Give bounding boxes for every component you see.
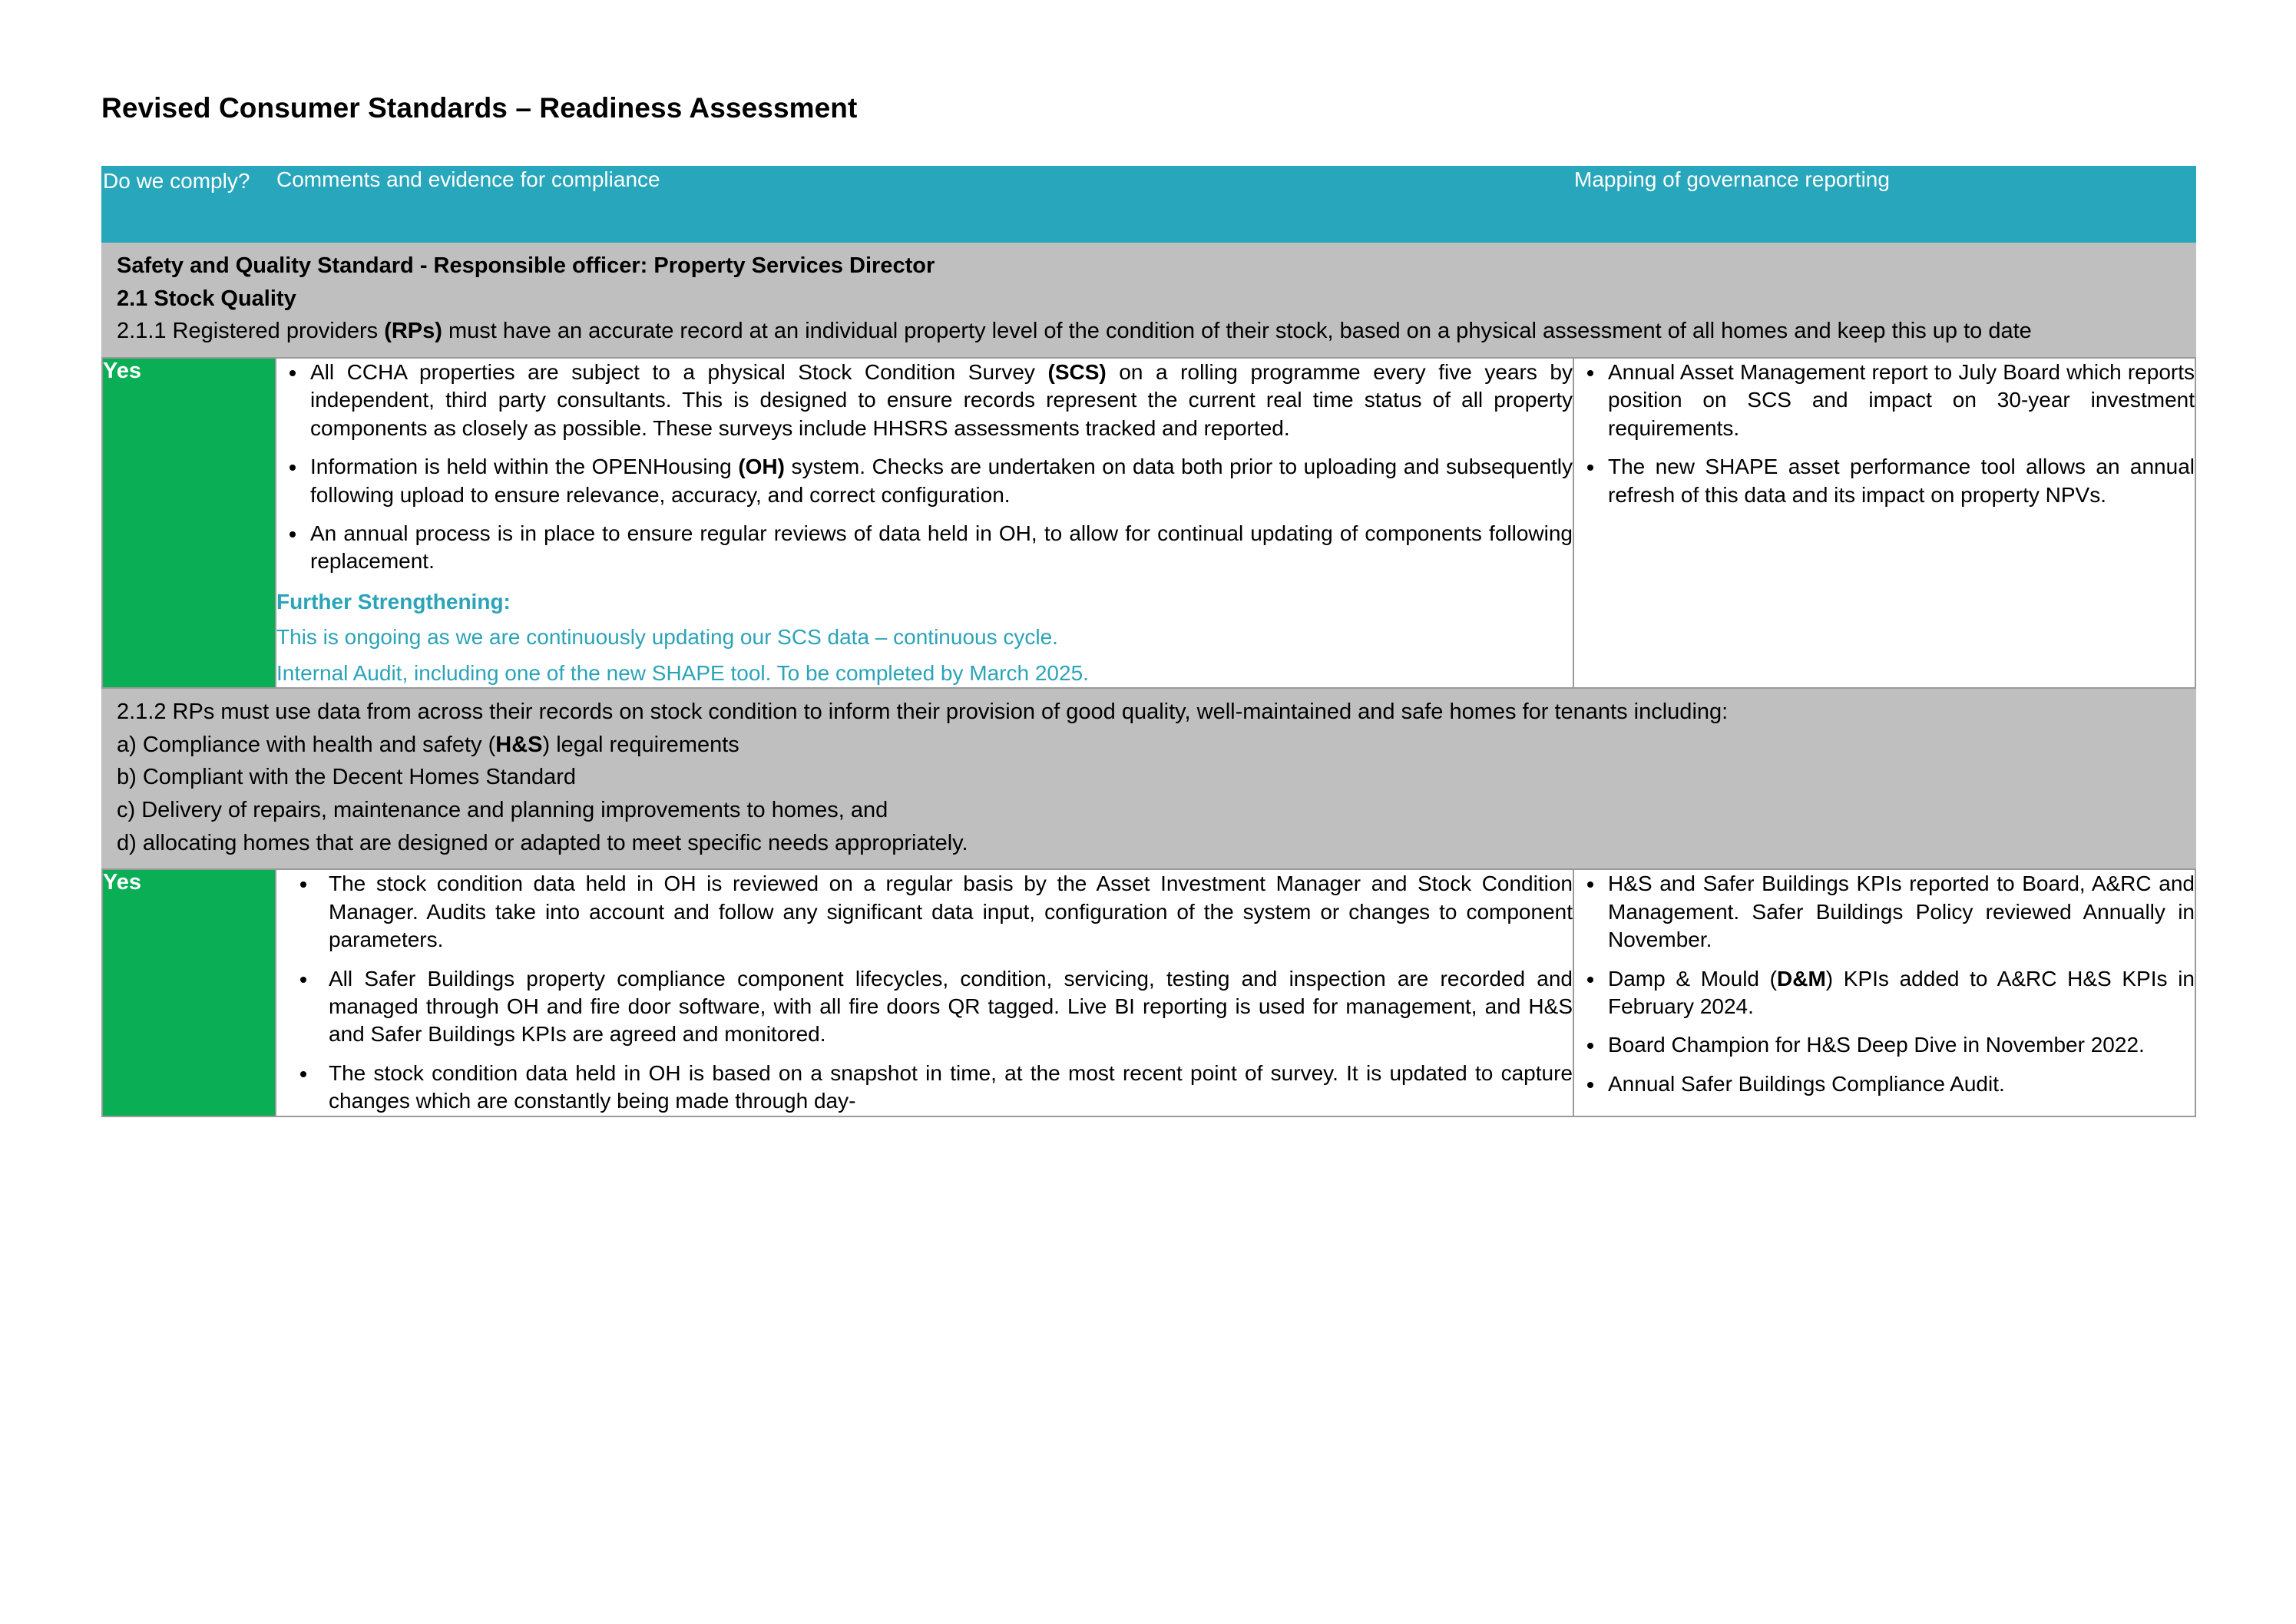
spec-line: b) Compliant with the Decent Homes Standard: [117, 765, 577, 790]
list-item: • All Safer Buildings property compliance component lifecycles, condition, servicing, testing and inspection are recorded and managed through OH and fire door software, with all fire doors QR tagged. Live BI reporting is used for management, and H&S and Safer Buildings KPIs are agreed and monitored.: [318, 965, 1573, 1049]
evidence-cell: [276, 869, 1573, 1116]
spec-line: c) Delivery of repairs, maintenance and planning improvements to homes, and: [117, 798, 888, 823]
list-item: • The new SHAPE asset performance tool allows an annual refresh of this data and its impact on property NPVs.: [1605, 453, 2195, 509]
list-item: • All CCHA properties are subject to a physical Stock Condition Survey (SCS) on a rolling programme every five years by independent, third party consultants. This is designed to ensure records represent the current real time status of all property components as closely as possible. These surveys include HHSRS assessments tracked and reported.: [307, 359, 1573, 442]
spec-line: Safety and Quality Standard - Responsible officer: Property Services Director: [117, 253, 935, 278]
readiness-assessment-table: [101, 166, 2196, 1117]
mapping-cell: [1573, 358, 2195, 688]
evidence-bullet-list-2: [276, 870, 1573, 1115]
answer-row: [102, 358, 2195, 688]
table-header-row: [102, 167, 2195, 242]
further-strengthening-lines-1: [276, 623, 1573, 687]
section-spec-cell: [102, 688, 2195, 869]
list-item: • H&S and Safer Buildings KPIs reported to Board, A&RC and Management. Safer Buildings Policy reviewed Annually in November.: [1605, 870, 2195, 954]
spec-line: a) Compliance with health and safety (H&S) legal requirements: [117, 732, 739, 757]
mapping-cell: [1573, 869, 2195, 1116]
list-item: • The stock condition data held in OH is reviewed on a regular basis by the Asset Investment Manager and Stock Condition Manager. Audits take into account and follow any significant data input, configuration of the system or changes to component parameters.: [318, 870, 1573, 954]
further-strengthening-line: This is ongoing as we are continuously updating our SCS data – continuous cycle.: [276, 625, 1058, 650]
list-item: • Annual Safer Buildings Compliance Audit.: [1605, 1070, 2195, 1098]
section-spec-row: [102, 688, 2195, 869]
mapping-bullet-list-2: [1574, 870, 2195, 1098]
page-title: Revised Consumer Standards – Readiness Assessment: [101, 92, 858, 124]
column-header-mapping-governance: Mapping of governance reporting: [1573, 167, 2195, 242]
list-item: • Annual Asset Management report to July Board which reports position on SCS and impact on 30-year investment requirements.: [1605, 359, 2195, 442]
spec-text-block-2: [103, 689, 2195, 868]
section-spec-cell: [102, 242, 2195, 358]
spec-line: 2.1.2 RPs must use data from across their records on stock condition to inform their provision of good quality, well-maintained and safe homes for tenants including:: [117, 699, 1729, 724]
spec-line: d) allocating homes that are designed or adapted to meet specific needs appropriately.: [117, 830, 968, 855]
spec-line: 2.1.1 Registered providers (RPs) must have an accurate record at an individual property level of the condition of their stock, based on a physical assessment of all homes and keep this up to date: [117, 319, 2032, 344]
list-item: • Board Champion for H&S Deep Dive in November 2022.: [1605, 1031, 2195, 1059]
compliance-status-badge: Yes: [102, 869, 276, 1116]
list-item: • Damp & Mould (D&M) KPIs added to A&RC H&S KPIs in February 2024.: [1605, 965, 2195, 1021]
list-item: • Information is held within the OPENHousing (OH) system. Checks are undertaken on data both prior to uploading and subsequently following upload to ensure relevance, accuracy, and correct configuration.: [307, 453, 1573, 509]
spec-line: 2.1 Stock Quality: [117, 286, 296, 311]
spec-text-block-1: [103, 243, 2195, 357]
evidence-cell: [276, 358, 1573, 688]
further-strengthening-block-1: [276, 588, 1573, 687]
evidence-bullet-list-1: [276, 359, 1573, 576]
list-item: • The stock condition data held in OH is based on a snapshot in time, at the most recent point of survey. It is updated to capture changes which are constantly being made through day-: [318, 1060, 1573, 1116]
compliance-status-badge: Yes: [102, 358, 276, 688]
section-spec-row: [102, 242, 2195, 358]
list-item: • An annual process is in place to ensure regular reviews of data held in OH, to allow for continual updating of components following replacement.: [307, 520, 1573, 576]
column-header-comments-evidence: Comments and evidence for compliance: [276, 167, 1573, 242]
answer-row: [102, 869, 2195, 1116]
further-strengthening-line: Internal Audit, including one of the new SHAPE tool. To be completed by March 2025.: [276, 660, 1089, 685]
further-strengthening-heading: Further Strengthening:: [276, 589, 511, 614]
column-header-do-we-comply: Do we comply?: [102, 167, 276, 242]
mapping-bullet-list-1: [1574, 359, 2195, 509]
